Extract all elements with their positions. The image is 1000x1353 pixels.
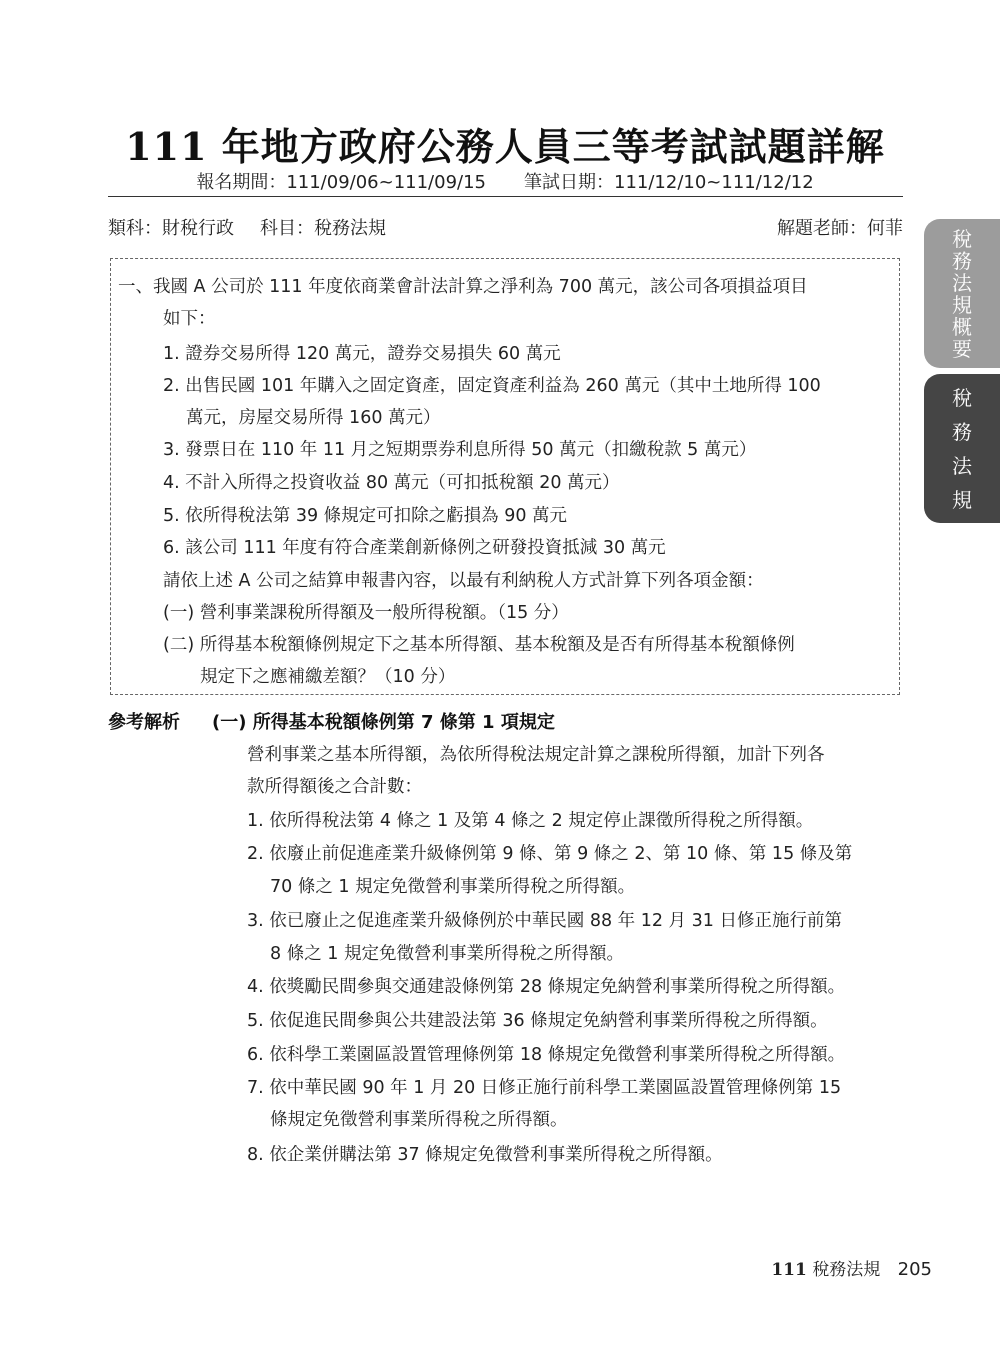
category-label: 類科：財稅行政 [108, 218, 234, 239]
question-line: 如下： [163, 309, 216, 329]
question-line: 一、我國 A 公司於 111 年度依商業會計法計算之淨利為 700 萬元，該公司各項損益項目 [118, 277, 808, 297]
answer-label: 參考解析 [108, 712, 180, 733]
teacher-label: 解題老師：何菲 [777, 218, 903, 239]
subject-label: 科目：稅務法規 [260, 218, 386, 239]
answer-line: 條規定免徵營利事業所得稅之所得額。 [270, 1110, 568, 1130]
page-footer [771, 1255, 932, 1280]
side-tab-char: 稅 [952, 385, 972, 410]
side-tab-char: 要 [952, 336, 972, 361]
question-item: 2. 出售民國 101 年購入之固定資產，固定資產利益為 260 萬元（其中土地所得 100 [163, 376, 821, 396]
answer-item: 1. 依所得稅法第 4 條之 1 及第 4 條之 2 規定停止課徵所得稅之所得額。 [247, 811, 814, 831]
footer-book-title: 稅務法規 [812, 1260, 881, 1280]
sub-question: (一) 營利事業課稅所得額及一般所得稅額。（15 分） [163, 603, 569, 623]
question-item: 4. 不計入所得之投資收益 80 萬元（可扣抵稅額 20 萬元） [163, 473, 620, 493]
side-tab-char: 務 [952, 419, 972, 444]
answer-heading: (一) 所得基本稅額條例第 7 條第 1 項規定 [212, 712, 555, 733]
question-line: 萬元，房屋交易所得 160 萬元） [186, 408, 441, 428]
registration-period: 報名期間：111/09/06~111/09/15 [196, 172, 486, 193]
answer-line: 營利事業之基本所得額，為依所得稅法規定計算之課稅所得額，加計下列各 [247, 745, 825, 765]
answer-line: 款所得額後之合計數： [247, 777, 422, 797]
answer-item: 3. 依已廢止之促進產業升級條例於中華民國 88 年 12 月 31 日修正施行前第 [247, 911, 842, 931]
meta-row [108, 214, 903, 240]
side-tab-tax-law[interactable] [924, 374, 1000, 523]
answer-item: 8. 依企業併購法第 37 條規定免徵營利事業所得稅之所得額。 [247, 1145, 723, 1165]
side-tab-char: 法 [952, 453, 972, 478]
exam-dates: 筆試日期：111/12/10~111/12/12 [524, 172, 814, 193]
question-line: 規定下之應補繳差額？（10 分） [200, 667, 456, 687]
answer-item: 4. 依獎勵民間參與交通建設條例第 28 條規定免納營利事業所得稅之所得額。 [247, 977, 846, 997]
side-tab-char: 概 [952, 314, 972, 339]
answer-item: 2. 依廢止前促進產業升級條例第 9 條、第 9 條之 2、第 10 條、第 15 條及第 [247, 844, 853, 864]
question-item: 5. 依所得稅法第 39 條規定可扣除之虧損為 90 萬元 [163, 506, 568, 526]
side-tab-char: 稅 [952, 226, 972, 251]
question-item: 3. 發票日在 110 年 11 月之短期票券利息所得 50 萬元（扣繳稅款 5 萬元） [163, 440, 757, 460]
question-item: 1. 證券交易所得 120 萬元，證券交易損失 60 萬元 [163, 344, 561, 364]
question-instruction: 請依上述 A 公司之結算申報書內容，以最有利納稅人方式計算下列各項金額： [163, 571, 764, 591]
footer-year: 111 [771, 1260, 807, 1280]
side-tab-char: 務 [952, 248, 972, 273]
answer-line: 70 條之 1 規定免徵營利事業所得稅之所得額。 [270, 877, 636, 897]
answer-line: 8 條之 1 規定免徵營利事業所得稅之所得額。 [270, 944, 624, 964]
sub-question: (二) 所得基本稅額條例規定下之基本所得額、基本稅額及是否有所得基本稅額條例 [163, 635, 795, 655]
answer-item: 5. 依促進民間參與公共建設法第 36 條規定免納營利事業所得稅之所得額。 [247, 1011, 828, 1031]
question-item: 6. 該公司 111 年度有符合產業創新條例之研發投資抵減 30 萬元 [163, 538, 666, 558]
side-tab-char: 規 [952, 292, 972, 317]
side-tab-char: 法 [952, 270, 972, 295]
side-tab-char: 規 [952, 487, 972, 512]
exam-period [0, 168, 1000, 194]
answer-item: 6. 依科學工業園區設置管理條例第 18 條規定免徵營利事業所得稅之所得額。 [247, 1045, 846, 1065]
page-title: 111 年地方政府公務人員三等考試試題詳解 [125, 124, 885, 169]
answer-item: 7. 依中華民國 90 年 1 月 20 日修正施行前科學工業園區設置管理條例第 15 [247, 1078, 842, 1098]
page-number: 205 [897, 1259, 932, 1280]
side-tab-tax-law-overview[interactable] [924, 219, 1000, 368]
header-divider [108, 196, 903, 197]
